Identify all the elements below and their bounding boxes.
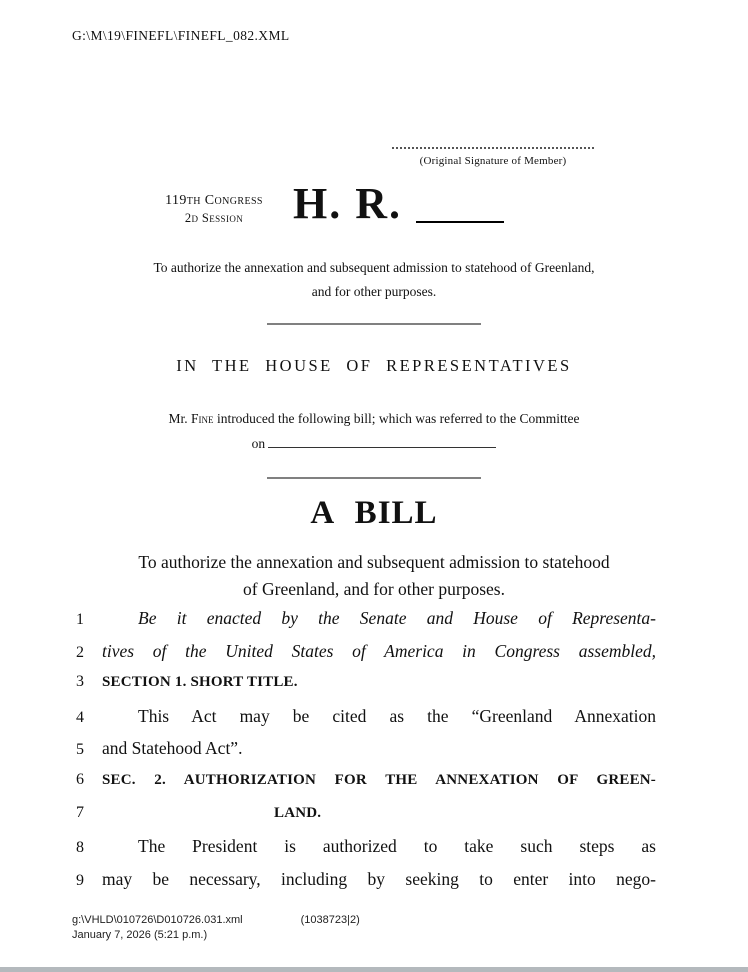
line-number: 7 <box>76 803 84 821</box>
signature-block <box>392 141 594 167</box>
line-text: may be necessary, including by seeking to enter into nego- <box>102 868 656 889</box>
line-text: SEC. 2. AUTHORIZATION FOR THE ANNEXATION OF GREEN- <box>102 771 656 788</box>
footer-timestamp: January 7, 2026 (5:21 p.m.) <box>72 928 208 941</box>
bill-line <box>76 836 656 869</box>
action-prefix: Mr. <box>168 411 192 426</box>
line-number: 6 <box>76 770 84 788</box>
bill-body <box>76 608 656 901</box>
sponsor-name: Fine <box>191 411 214 426</box>
bill-line <box>76 869 656 902</box>
bill-line <box>76 641 656 674</box>
bill-line <box>76 804 656 837</box>
line-number: 4 <box>76 708 84 726</box>
line-text: tives of the United States of America in Congress assembled, <box>102 640 656 661</box>
bill-heading: A BILL <box>310 495 438 531</box>
divider-rule-bottom <box>267 477 481 479</box>
line-number: 3 <box>76 673 84 691</box>
congress-session-block <box>134 192 294 226</box>
line-text: LAND. <box>274 804 322 821</box>
congress-label: 119th Congress <box>165 193 263 208</box>
footer-row-1 <box>72 913 360 928</box>
divider-rule-top <box>267 323 481 325</box>
line-number: 8 <box>76 839 84 857</box>
line-number: 9 <box>76 871 84 889</box>
footer <box>72 913 360 943</box>
introduction-paragraph <box>109 407 639 457</box>
file-reference: G:\M\19\FINEFL\FINEFL_082.XML <box>72 28 290 43</box>
bill-number: H. R. <box>293 179 402 228</box>
action-on-label: on <box>251 435 269 451</box>
bill-line <box>76 771 656 804</box>
line-text: and Statehood Act”. <box>102 738 243 759</box>
line-text: Be it enacted by the Senate and House of Representa- <box>138 608 656 628</box>
bill-number-line <box>293 179 504 228</box>
footer-doc-id: (1038723|2) <box>300 914 360 926</box>
line-number: 2 <box>76 643 84 661</box>
bill-line <box>76 738 656 771</box>
line-text: This Act may be cited as the “Greenland Annexation <box>138 705 656 726</box>
line-number: 1 <box>76 611 84 628</box>
footer-file-path: g:\VHLD\010726\D010726.031.xml <box>72 914 243 926</box>
line-number: 5 <box>76 741 84 759</box>
session-label: 2d Session <box>184 211 244 226</box>
page-bottom-edge <box>0 967 748 972</box>
bill-purpose: To authorize the annexation and subsequent admission to statehood of Greenland, and for other purposes. <box>138 552 610 600</box>
bill-line <box>76 673 656 706</box>
committee-blank-line <box>268 435 496 448</box>
bill-number-blank <box>416 221 504 223</box>
chamber-heading: IN THE HOUSE OF REPRESENTATIVES <box>176 356 572 375</box>
line-text: The President is authorized to take such steps as <box>138 836 656 857</box>
bill-line <box>76 608 656 641</box>
bill-line <box>76 706 656 739</box>
action-text: introduced the following bill; which was referred to the Committee <box>213 411 580 426</box>
long-title: To authorize the annexation and subsequent admission to statehood of Greenland, and for other purposes. <box>153 260 595 299</box>
signature-dotted-line <box>392 141 594 149</box>
line-text: SECTION 1. SHORT TITLE. <box>102 674 298 691</box>
signature-caption: (Original Signature of Member) <box>419 155 567 167</box>
